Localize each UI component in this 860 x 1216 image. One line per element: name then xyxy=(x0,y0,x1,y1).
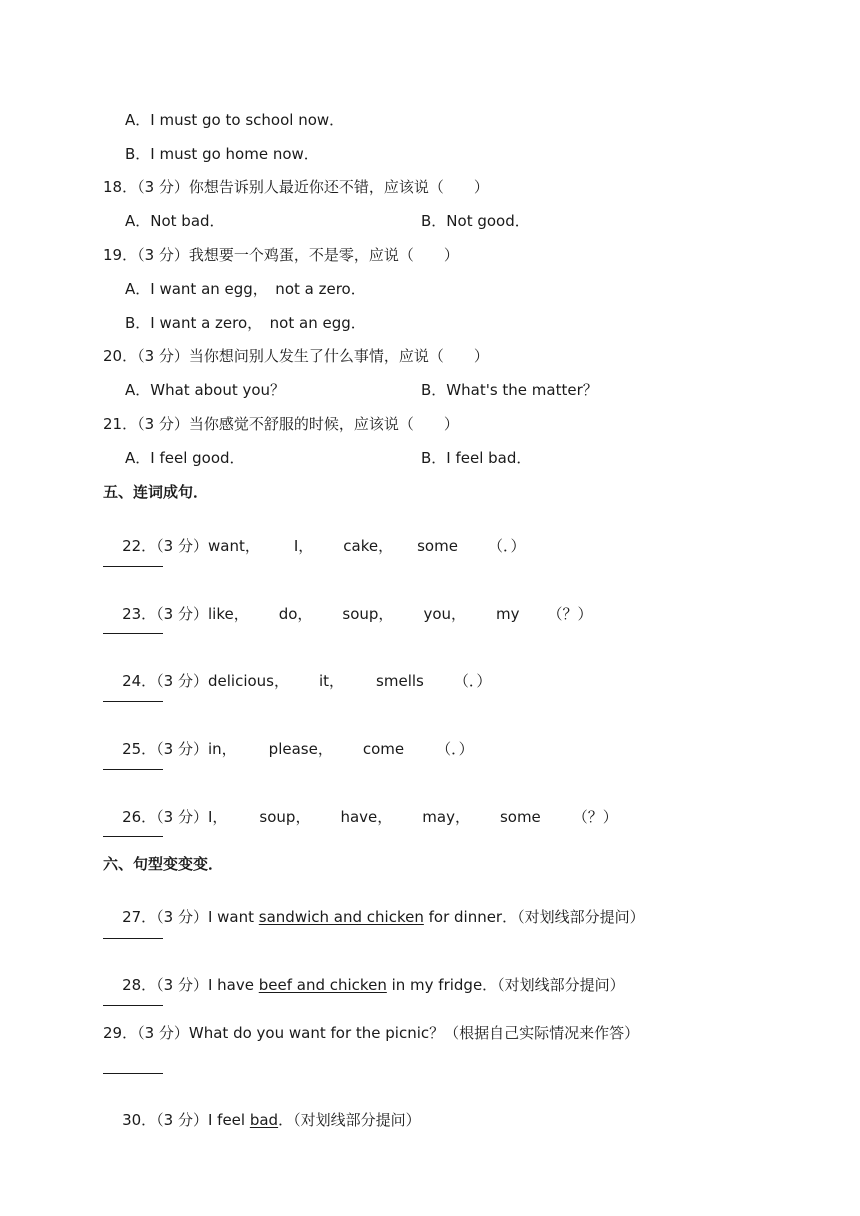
answer-blank xyxy=(103,633,163,634)
q24-prefix: 24．（3 分） xyxy=(122,672,208,690)
q19-option-b: B．I want a zero， not an egg． xyxy=(125,314,366,332)
q27-suffix: for dinner．（对划线部分提问） xyxy=(423,908,645,926)
answer-blank xyxy=(103,566,163,567)
q19-stem: 19．（3 分）我想要一个鸡蛋，不是零，应说（ ） xyxy=(103,246,459,264)
q28-suffix: in my fridge．（对划线部分提问） xyxy=(386,976,625,994)
q26-word: have， xyxy=(340,808,393,826)
answer-blank xyxy=(103,1005,163,1006)
q22-prefix: 22．（3 分） xyxy=(122,537,208,555)
q30-underlined: bad xyxy=(249,1111,279,1129)
q24-word: it， xyxy=(318,672,345,690)
q28-underlined: beef and chicken xyxy=(258,976,387,994)
q22-word: want， xyxy=(207,537,260,555)
q21-option-a: A．I feel good． xyxy=(125,449,245,467)
q27 xyxy=(103,887,645,947)
q20-option-b: B．What's the matter？ xyxy=(421,381,598,399)
q23-word: you， xyxy=(423,605,466,623)
section-5-heading: 五、连词成句． xyxy=(103,483,209,501)
answer-blank xyxy=(103,769,163,770)
q30-prefix: 30．（3 分）I feel xyxy=(122,1111,250,1129)
q25 xyxy=(103,719,474,779)
q23-word: like， xyxy=(207,605,249,623)
q25-word: in， xyxy=(207,740,237,758)
q26 xyxy=(103,787,618,847)
q24 xyxy=(103,651,491,711)
q30 xyxy=(103,1090,421,1150)
q18-stem: 18．（3 分）你想告诉别人最近你还不错，应该说（ ） xyxy=(103,178,489,196)
q21-stem: 21．（3 分）当你感觉不舒服的时候，应该说（ ） xyxy=(103,415,459,433)
q20-option-a: A．What about you？ xyxy=(125,381,286,399)
section-6-heading: 六、句型变变变． xyxy=(103,855,224,873)
q17-option-a: A．I must go to school now． xyxy=(125,111,345,129)
q24-word: delicious， xyxy=(207,672,289,690)
q22-word: cake， xyxy=(343,537,394,555)
q27-prefix: 27．（3 分）I want xyxy=(122,908,259,926)
q29: 29．（3 分）What do you want for the picnic？（根据自己实际情况来作答） xyxy=(103,1024,640,1042)
q23-word: soup， xyxy=(342,605,394,623)
q23-word: my xyxy=(496,605,520,623)
q20-stem: 20．（3 分）当你想问别人发生了什么事情，应说（ ） xyxy=(103,347,489,365)
q25-word: （．） xyxy=(436,740,474,758)
q25-prefix: 25．（3 分） xyxy=(122,740,208,758)
q23-prefix: 23．（3 分） xyxy=(122,605,208,623)
q26-word: may， xyxy=(422,808,470,826)
q26-word: （？） xyxy=(572,808,618,826)
q23-word: do， xyxy=(278,605,313,623)
q22-word: （．） xyxy=(487,537,526,555)
q27-underlined: sandwich and chicken xyxy=(258,908,424,926)
q26-word: I， xyxy=(207,808,228,826)
q25-word: please， xyxy=(268,740,333,758)
q30-suffix: ．（对划线部分提问） xyxy=(278,1111,421,1129)
q26-word: soup， xyxy=(259,808,311,826)
answer-blank xyxy=(103,836,163,837)
q22-word: I， xyxy=(293,537,314,555)
q19-option-a: A．I want an egg， not a zero． xyxy=(125,280,366,298)
q26-prefix: 26．（3 分） xyxy=(122,808,208,826)
answer-blank xyxy=(103,938,163,939)
answer-blank xyxy=(103,701,163,702)
q23 xyxy=(103,584,593,644)
q24-word: smells xyxy=(376,672,424,690)
q26-word: some xyxy=(499,808,541,826)
q28 xyxy=(103,955,625,1015)
q25-word: come xyxy=(362,740,405,758)
q22 xyxy=(103,516,525,576)
q17-option-b: B．I must go home now． xyxy=(125,145,319,163)
q23-word: （？） xyxy=(547,605,593,623)
answer-blank xyxy=(103,1073,163,1074)
q18-option-b: B．Not good． xyxy=(421,212,530,230)
q18-option-a: A．Not bad． xyxy=(125,212,225,230)
q21-option-b: B．I feel bad． xyxy=(421,449,532,467)
q22-word: some xyxy=(417,537,458,555)
q24-word: （．） xyxy=(453,672,492,690)
q28-prefix: 28．（3 分）I have xyxy=(122,976,259,994)
